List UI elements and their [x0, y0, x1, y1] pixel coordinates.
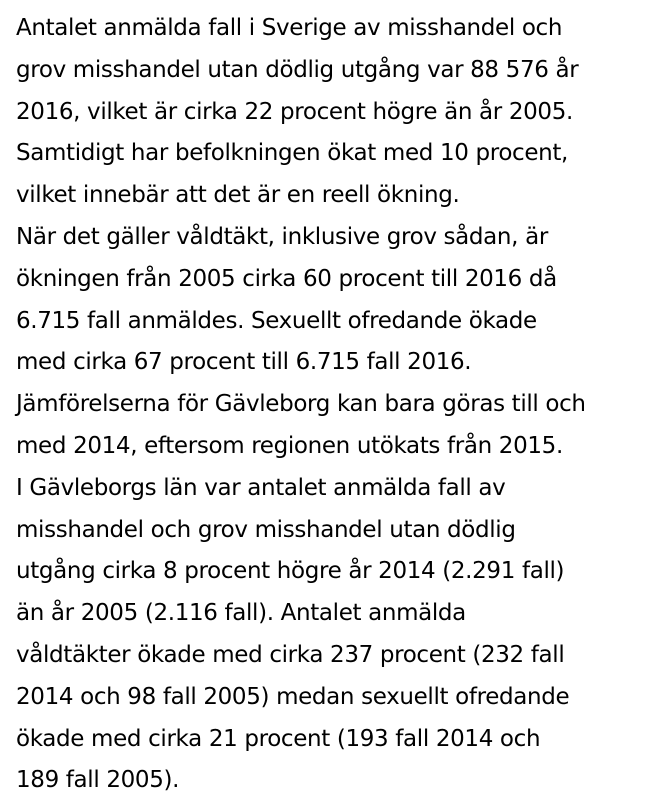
text-line: våldtäkter ökade med cirka 237 procent (232 fall	[16, 641, 565, 668]
text-line: Antalet anmälda fall i Sverige av misshandel och	[16, 15, 563, 41]
text-line: Samtidigt har befolkningen ökat med 10 procent,	[16, 140, 569, 167]
paragraph-gavleborg-note	[16, 384, 646, 468]
text-line: 6.715 fall anmäldes. Sexuellt ofredande ökade	[16, 307, 537, 334]
text-line: 2016, vilket är cirka 22 procent högre än år 2005.	[16, 98, 573, 125]
article-body	[16, 8, 646, 802]
text-line: När det gäller våldtäkt, inklusive grov sådan, är	[16, 223, 548, 250]
text-line: med 2014, eftersom regionen utökats från 2015.	[16, 432, 563, 459]
text-line: grov misshandel utan dödlig utgång var 88 576 år	[16, 56, 579, 83]
text-line: 189 fall 2005).	[16, 767, 180, 794]
text-line: ökningen från 2005 cirka 60 procent till 2016 då	[16, 265, 557, 292]
text-line: vilket innebär att det är en reell ökning.	[16, 182, 460, 209]
text-line: I Gävleborgs län var antalet anmälda fall av	[16, 474, 506, 501]
text-line: utgång cirka 8 procent högre år 2014 (2.291 fall)	[16, 558, 565, 585]
paragraph-sweden-rape	[16, 217, 646, 384]
text-line: än år 2005 (2.116 fall). Antalet anmälda	[16, 600, 466, 627]
text-line: 2014 och 98 fall 2005) medan sexuellt ofredande	[16, 683, 570, 710]
text-line: ökade med cirka 21 procent (193 fall 2014 och	[16, 725, 541, 752]
text-line: Jämförelserna för Gävleborg kan bara göras till och	[16, 391, 586, 418]
paragraph-gavleborg-stats	[16, 468, 646, 802]
paragraph-sweden-assault	[16, 8, 646, 217]
text-line: misshandel och grov misshandel utan dödlig	[16, 516, 516, 543]
text-line: med cirka 67 procent till 6.715 fall 2016.	[16, 349, 472, 376]
